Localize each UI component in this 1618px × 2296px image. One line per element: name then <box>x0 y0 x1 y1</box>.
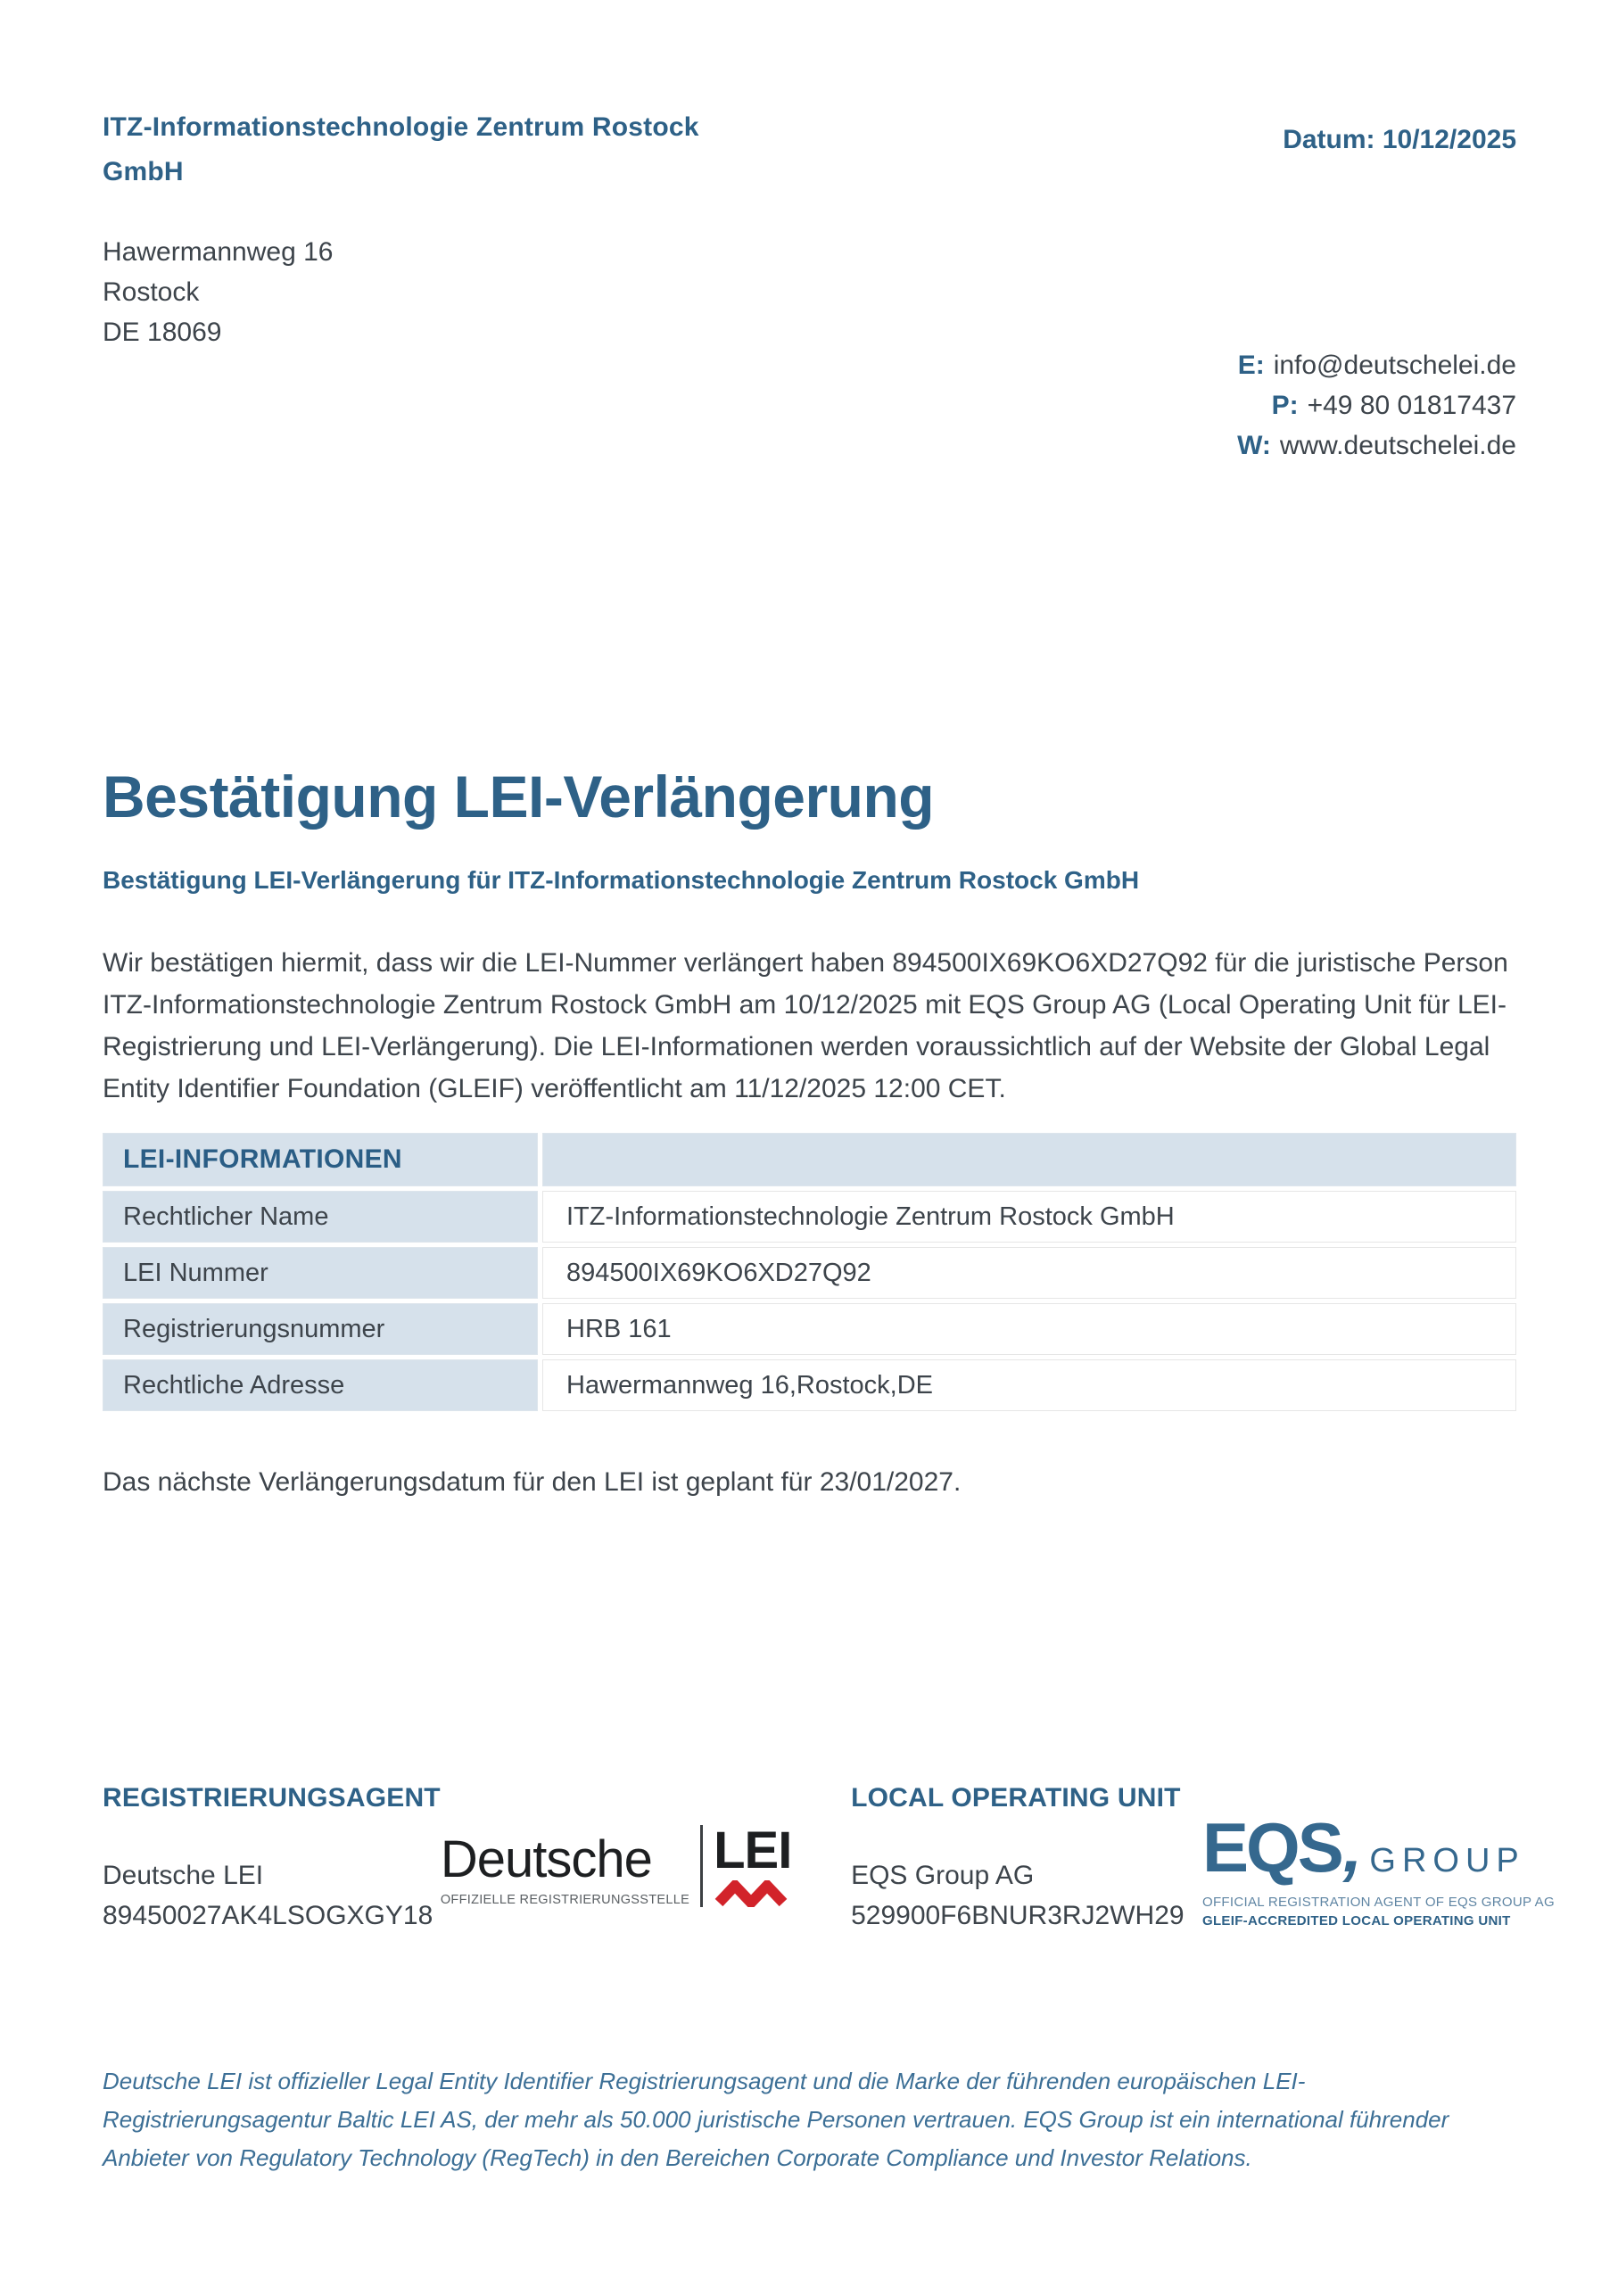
letter-header <box>103 105 1516 194</box>
eqs-wordmark: EQS <box>1202 1808 1341 1887</box>
local-operating-unit-text <box>851 1782 1185 1936</box>
lei-information-table <box>103 1133 1516 1411</box>
deutsche-lei-logo-left <box>441 1825 689 1907</box>
recipient-address <box>103 232 1516 352</box>
document-date: Datum: 10/12/2025 <box>1283 125 1516 154</box>
deutsche-lei-lei-text: LEI <box>714 1821 792 1879</box>
eqs-caption-line2: GLEIF-ACCREDITED LOCAL OPERATING UNIT <box>1202 1913 1511 1928</box>
registration-agent-lei: 89450027AK4LSOGXGY18 <box>103 1901 433 1930</box>
table-row-value-legal-name: ITZ-Informationstechnologie Zentrum Rostock GmbH <box>542 1191 1516 1243</box>
recipient-company-name: ITZ-Informationstechnologie Zentrum Rostock GmbH <box>103 112 699 186</box>
contact-website-row <box>103 425 1516 466</box>
address-line-city: Rostock <box>103 277 200 307</box>
local-operating-unit-heading: LOCAL OPERATING UNIT <box>851 1783 1181 1813</box>
table-row-label-registration-number: Registrierungsnummer <box>103 1303 538 1355</box>
deutsche-lei-divider <box>700 1825 703 1907</box>
email-value: info@deutschelei.de <box>1273 351 1516 380</box>
address-line-country-zip: DE 18069 <box>103 318 222 347</box>
registration-agent-text <box>103 1782 441 1936</box>
table-row-value-lei-number: 894500IX69KO6XD27Q92 <box>542 1247 1516 1299</box>
sender-contact-block <box>103 345 1516 466</box>
page-title: Bestätigung LEI-Verlängerung <box>103 764 935 830</box>
registration-agent-block <box>103 1782 799 1936</box>
registration-agent-heading: REGISTRIERUNGSAGENT <box>103 1783 441 1813</box>
phone-value: +49 80 01817437 <box>1307 391 1516 420</box>
table-row-value-legal-address: Hawermannweg 16,Rostock,DE <box>542 1359 1516 1411</box>
table-row-label-lei-number: LEI Nummer <box>103 1247 538 1299</box>
deutsche-lei-logo-right <box>714 1821 799 1907</box>
deutsche-lei-caption: OFFIZIELLE REGISTRIERUNGSSTELLE <box>440 1893 690 1907</box>
eqs-group-text: GROUP <box>1369 1842 1525 1879</box>
deutsche-lei-red-zigzag-icon <box>714 1880 799 1907</box>
phone-label: P: <box>1271 391 1299 420</box>
deutsche-lei-wordmark: Deutsche <box>440 1830 652 1888</box>
eqs-comma-mark: , <box>1342 1808 1363 1887</box>
contact-phone-row <box>103 385 1516 425</box>
eqs-caption-line1: OFFICIAL REGISTRATION AGENT OF EQS GROUP AG <box>1202 1895 1555 1910</box>
email-label: E: <box>1237 351 1265 380</box>
eqs-group-logo <box>1202 1808 1555 1928</box>
table-row-value-registration-number: HRB 161 <box>542 1303 1516 1355</box>
local-operating-unit-block <box>851 1782 1555 1936</box>
agents-band <box>103 1782 1555 1936</box>
deutsche-lei-logo <box>440 1821 799 1907</box>
table-row-label-legal-address: Rechtliche Adresse <box>103 1359 538 1411</box>
address-line-street: Hawermannweg 16 <box>103 237 334 267</box>
table-header-spacer-cell <box>542 1133 1516 1186</box>
footer-disclaimer: Deutsche LEI ist offizieller Legal Entity Identifier Registrierungsagent und die Marke der führenden europäischen LEI-Registrierungsagentur Baltic LEI AS, der mehr als 50.000 juristische Personen vertrauen. EQS Group ist ein international führender Anbieter von Regulatory Technology (RegTech) in den Bereichen Corporate Compliance und Investor Relations. <box>103 2068 1449 2171</box>
contact-email-row <box>103 345 1516 385</box>
eqs-logo-wordmark-row <box>1202 1808 1525 1887</box>
local-operating-unit-lei: 529900F6BNUR3RJ2WH29 <box>851 1901 1185 1930</box>
table-header-cell: LEI-INFORMATIONEN <box>103 1133 538 1186</box>
registration-agent-name: Deutsche LEI <box>103 1861 264 1890</box>
local-operating-unit-name: EQS Group AG <box>851 1861 1035 1890</box>
table-row-label-legal-name: Rechtlicher Name <box>103 1191 538 1243</box>
confirmation-paragraph: Wir bestätigen hiermit, dass wir die LEI-Nummer verlängert haben 894500IX69KO6XD27Q92 für die juristische Person ITZ-Informationstechnologie Zentrum Rostock GmbH am 10/12/2025 mit EQS Group AG (Local Operating Unit für LEI-Registrierung und LEI-Verlängerung). Die LEI-Informationen werden voraussichtlich auf der Website der Global Legal Entity Identifier Foundation (GLEIF) veröffentlicht am 11/12/2025 12:00 CET. <box>103 948 1508 1103</box>
page-subtitle: Bestätigung LEI-Verlängerung für ITZ-Informationstechnologie Zentrum Rostock GmbH <box>103 866 1140 894</box>
website-label: W: <box>1237 431 1271 460</box>
next-renewal-note: Das nächste Verlängerungsdatum für den LEI ist geplant für 23/01/2027. <box>103 1467 962 1497</box>
website-value: www.deutschelei.de <box>1279 431 1516 460</box>
